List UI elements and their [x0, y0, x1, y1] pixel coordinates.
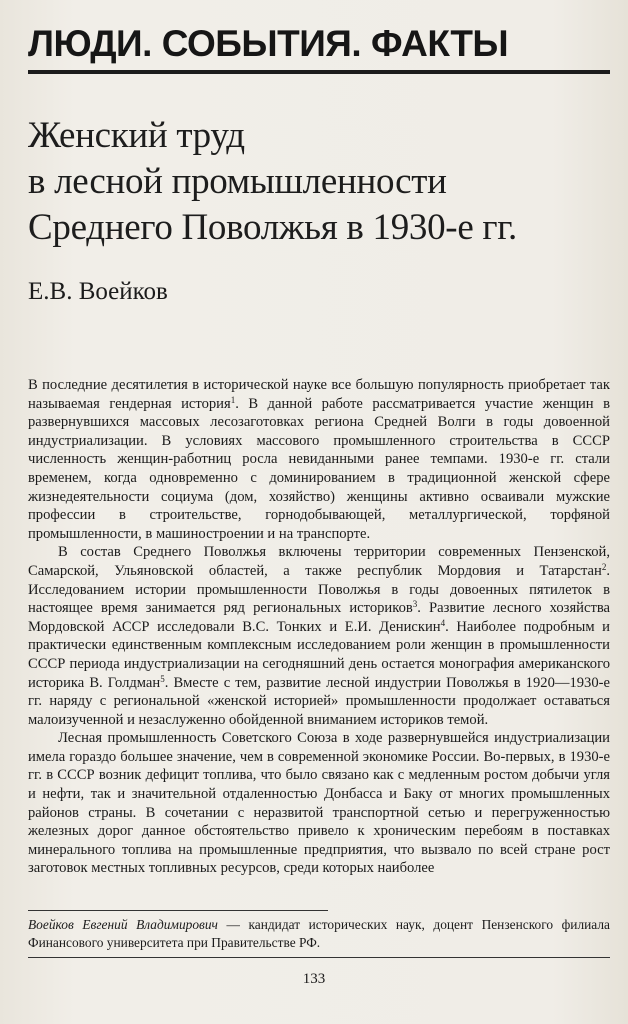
footnote-ref: 4	[440, 617, 446, 628]
title-line: Женский труд	[28, 115, 245, 156]
paragraph-text: . Наиболее подробным и практически единственным комплексным исследованием роли женщин в промышленности СССР периода индустриализации на сегодняшний день остается монография американского историка В. Голдман	[28, 618, 610, 691]
footnote-ref: 1	[230, 394, 236, 405]
footnote-ref: 3	[412, 599, 418, 610]
footnote-ref: 2	[601, 561, 607, 572]
paragraph-text: В последние десятилетия в исторической науке все большую популярность приобретает так называемая гендерная история	[28, 377, 610, 412]
paragraph-text: . В данной работе рассматривается участие женщин в развернувшихся массовых лесозаготовках региона Средней Волги в годы довоенной индустриализации. В условиях массового промышленного строительства в СССР численность женщин-работниц росла невиданными ранее темпами. 1930-е гг. стали временем, когда одновременно с доминированием в традиционной женской сфере жизнедеятельности социума (дом, хозяйство) женщины активно осваивали мужские профессии в строительстве, горнодобывающей, металлургической, торфяной промышленности, в машиностроении и на транспорте.	[28, 395, 610, 542]
paragraph-text: Лесная промышленность Советского Союза в ходе развернувшейся индустриализации имела гораздо большее значение, чем в современной экономике России. Во-первых, в 1930-е гг. в СССР возник дефицит топлива, что было связано как с медленным ростом добычи угля и нефти, так и значительной отдаленностью Донбасса и Баку от многих промышленных районов страны. В сочетании с неразвитой транспортной сетью и перегруженностью железных дорог данное обстоятельство привело к хроническим перебоям в поставках минерального топлива на промышленные предприятия, что вызвало по всей стране рост заготовок местных топливных ресурсов, среди которых наиболее	[28, 730, 610, 877]
paragraph-text: В состав Среднего Поволжья включены территории современных Пензенской, Самарской, Ульяновской областей, а также республик Мордовия и Татарстан	[28, 544, 610, 579]
article-author: Е.В. Воейков	[28, 278, 168, 305]
rubric-underline	[28, 70, 610, 74]
paragraph-text: . Вместе с тем, развитие лесной индустрии Поволжья в 1920—1930-е гг. наряду с региональной «женской историей» промышленности продолжает оставаться малоизученной и незаслуженно обойденной вниманием историков темой.	[28, 674, 610, 728]
footnote-author-name: Воейков Евгений Владимирович	[28, 917, 218, 932]
section-rubric: ЛЮДИ. СОБЫТИЯ. ФАКТЫ	[28, 23, 509, 64]
body-paragraph	[28, 543, 610, 729]
title-line: Среднего Поволжья в 1930-е гг.	[28, 207, 517, 248]
article-title	[28, 113, 618, 251]
footer-rule	[28, 957, 610, 958]
page-number: 133	[302, 971, 326, 987]
body-paragraph	[28, 376, 610, 543]
paragraph-text: . Развитие лесного хозяйства Мордовской АССР исследовали В.С. Тонких и Е.И. Денискин	[28, 600, 610, 635]
author-footnote	[28, 916, 610, 952]
footnote-separator	[28, 910, 328, 911]
footnote-text: — кандидат исторических наук, доцент Пензенского филиала Финансового университета при Правительстве РФ.	[28, 917, 610, 950]
paragraph-text: . Исследованием истории промышленности Поволжья в годы довоенных пятилеток в настоящее время занимается ряд региональных историков	[28, 562, 610, 617]
footnote-ref: 5	[160, 673, 165, 684]
article-body	[28, 376, 610, 878]
body-paragraph	[28, 729, 610, 878]
title-line: в лесной промышленности	[28, 161, 447, 202]
